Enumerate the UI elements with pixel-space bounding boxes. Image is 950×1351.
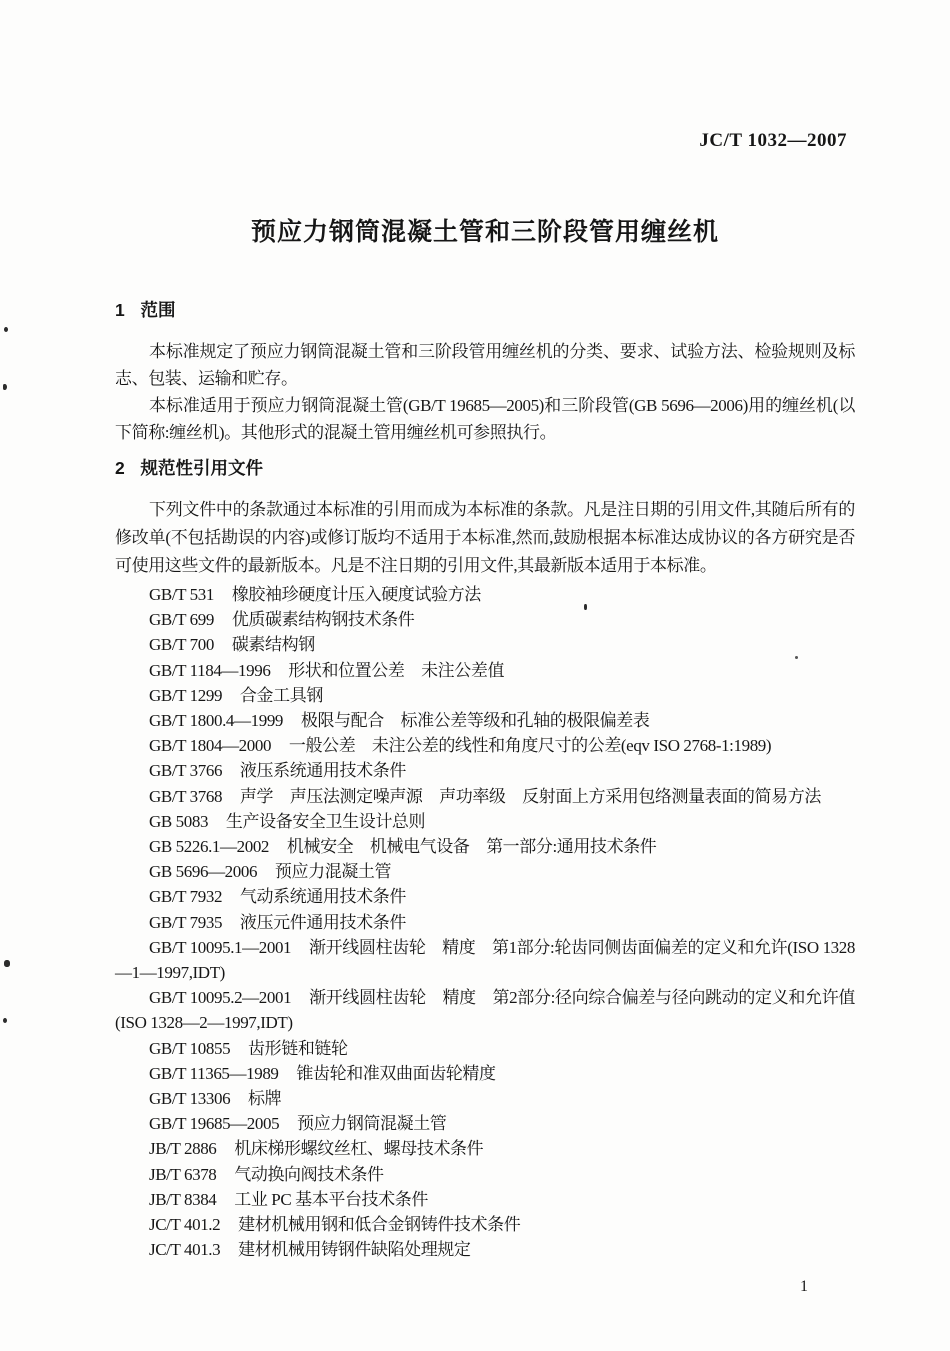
reference-item: [115, 1111, 855, 1136]
reference-code: GB 5226.1—2002: [149, 837, 270, 857]
reference-code: GB 5083: [149, 811, 209, 831]
reference-title: 气动换向阀技术条件: [234, 1164, 384, 1184]
reference-item: [115, 1187, 855, 1212]
reference-code: GB/T 7935: [149, 912, 223, 932]
scan-speck: [4, 960, 10, 967]
reference-title: 极限与配合 标准公差等级和孔轴的极限偏差表: [300, 711, 650, 731]
reference-code: GB 5696—2006: [149, 862, 258, 882]
reference-title: 声学 声压法测定噪声源 声功率级 反射面上方采用包络测量表面的简易方法: [239, 786, 821, 806]
scan-speck: [4, 327, 8, 332]
reference-item: [115, 658, 855, 683]
reference-code: GB/T 531: [149, 585, 214, 604]
reference-item: [115, 1061, 855, 1086]
reference-item: [115, 809, 855, 834]
reference-code: GB/T 700: [149, 635, 214, 655]
reference-item: [115, 1136, 855, 1161]
reference-item: [115, 607, 855, 632]
document-body: [115, 300, 855, 1262]
section-number: 2: [115, 458, 125, 478]
reference-title: 一般公差 未注公差的线性和角度尺寸的公差(eqv ISO 2768-1:1989): [288, 736, 772, 756]
reference-item: [115, 1036, 855, 1061]
reference-item: [115, 935, 855, 985]
reference-code: GB/T 1800.4—1999: [149, 711, 284, 731]
page-number: 1: [800, 1278, 808, 1295]
reference-title: 碳素结构钢: [231, 635, 315, 655]
reference-item: [115, 910, 855, 935]
reference-code: GB/T 699: [149, 610, 214, 630]
reference-item: [115, 708, 855, 733]
reference-code: GB/T 1299: [149, 685, 223, 705]
reference-code: GB/T 3768: [149, 786, 223, 806]
reference-item: [115, 784, 855, 809]
reference-code: GB/T 13306: [149, 1089, 231, 1109]
reference-code: GB/T 1184—1996: [149, 660, 271, 680]
body-paragraph: 本标准适用于预应力钢筒混凝土管(GB/T 19685—2005)和三阶段管(GB 5696—2006)用的缠丝机(以下简称:缠丝机)。其他形式的混凝土管用缠丝机可参照执行。: [115, 396, 855, 442]
reference-item: [115, 582, 855, 607]
section-label: 范围: [140, 300, 176, 320]
doc-number: JC/T 1032—2007: [699, 130, 847, 151]
reference-title: 气动系统通用技术条件: [239, 887, 406, 907]
body-paragraph: 本标准规定了预应力钢筒混凝土管和三阶段管用缠丝机的分类、要求、试验方法、检验规则及标志、包装、运输和贮存。: [115, 342, 855, 388]
scan-speck: [795, 656, 798, 659]
reference-title: 标牌: [248, 1089, 282, 1109]
reference-title: 液压元件通用技术条件: [239, 912, 406, 932]
reference-title: 形状和位置公差 未注公差值: [288, 660, 505, 680]
reference-title: 渐开线圆柱齿轮 精度 第2部分:径向综合偏差与径向跳动的定义和允许值(ISO 1328—2—1997,IDT): [115, 988, 855, 1033]
reference-title: 渐开线圆柱齿轮 精度 第1部分:轮齿同侧齿面偏差的定义和允许(ISO 1328—1—1997,IDT): [115, 937, 855, 983]
scan-speck: [584, 604, 587, 610]
scan-speck: [3, 384, 7, 390]
reference-item: [115, 1212, 855, 1237]
reference-item: [115, 758, 855, 783]
reference-code: GB/T 10095.1—2001: [149, 937, 292, 957]
reference-title: 建材机械用铸钢件缺陷处理规定: [238, 1240, 471, 1260]
reference-code: GB/T 11365—1989: [149, 1063, 279, 1083]
reference-title: 锥齿轮和准双曲面齿轮精度: [296, 1063, 496, 1083]
reference-item: [115, 683, 855, 708]
reference-title: 机床梯形螺纹丝杠、螺母技术条件: [234, 1139, 484, 1159]
reference-item: [115, 1162, 855, 1187]
reference-title: 生产设备安全卫生设计总则: [225, 811, 426, 831]
reference-title: 工业 PC 基本平台技术条件: [234, 1189, 428, 1209]
section-number: 1: [115, 300, 125, 320]
reference-title: 机械安全 机械电气设备 第一部分:通用技术条件: [286, 837, 657, 857]
body-paragraph: 下列文件中的条款通过本标准的引用而成为本标准的条款。凡是注日期的引用文件,其随后所有的修改单(不包括勘误的内容)或修订版均不适用于本标准,然而,鼓励根据本标准达成协议的各方研究是否可使用这些文件的最新版本。凡是不注日期的引用文件,其最新版本适用于本标准。: [115, 500, 855, 575]
reference-code: JB/T 2886: [149, 1139, 217, 1159]
section-2-heading: [115, 458, 855, 478]
reference-code: GB/T 3766: [149, 761, 223, 781]
reference-item: [115, 884, 855, 909]
reference-item: [115, 632, 855, 657]
reference-title: 优质碳素结构钢技术条件: [231, 610, 415, 630]
references-list: [115, 582, 855, 1262]
reference-code: JC/T 401.2: [149, 1215, 221, 1235]
reference-code: JB/T 6378: [149, 1164, 217, 1184]
reference-item: [115, 859, 855, 884]
reference-code: GB/T 1804—2000: [149, 736, 272, 756]
reference-title: 齿形链和链轮: [248, 1038, 348, 1058]
section-label: 规范性引用文件: [140, 458, 263, 478]
reference-title: 建材机械用钢和低合金钢铸件技术条件: [238, 1215, 521, 1235]
reference-item: [115, 834, 855, 859]
reference-title: 合金工具钢: [239, 685, 323, 705]
reference-code: GB/T 10855: [149, 1038, 231, 1058]
reference-title: 预应力混凝土管: [274, 862, 392, 882]
section-1-heading: [115, 300, 855, 320]
reference-code: JB/T 8384: [149, 1189, 217, 1209]
reference-item: [115, 985, 855, 1035]
reference-item: [115, 1237, 855, 1262]
reference-title: 液压系统通用技术条件: [239, 761, 406, 781]
reference-title: 预应力钢筒混凝土管: [297, 1114, 447, 1134]
reference-code: GB/T 7932: [149, 887, 223, 907]
scan-speck: [3, 1018, 7, 1023]
reference-item: [115, 733, 855, 758]
doc-title: 预应力钢筒混凝土管和三阶段管用缠丝机: [250, 218, 719, 246]
reference-code: GB/T 10095.2—2001: [149, 988, 292, 1008]
reference-title: 橡胶袖珍硬度计压入硬度试验方法: [231, 585, 481, 604]
reference-code: GB/T 19685—2005: [149, 1114, 280, 1134]
reference-code: JC/T 401.3: [149, 1240, 221, 1260]
reference-item: [115, 1086, 855, 1111]
